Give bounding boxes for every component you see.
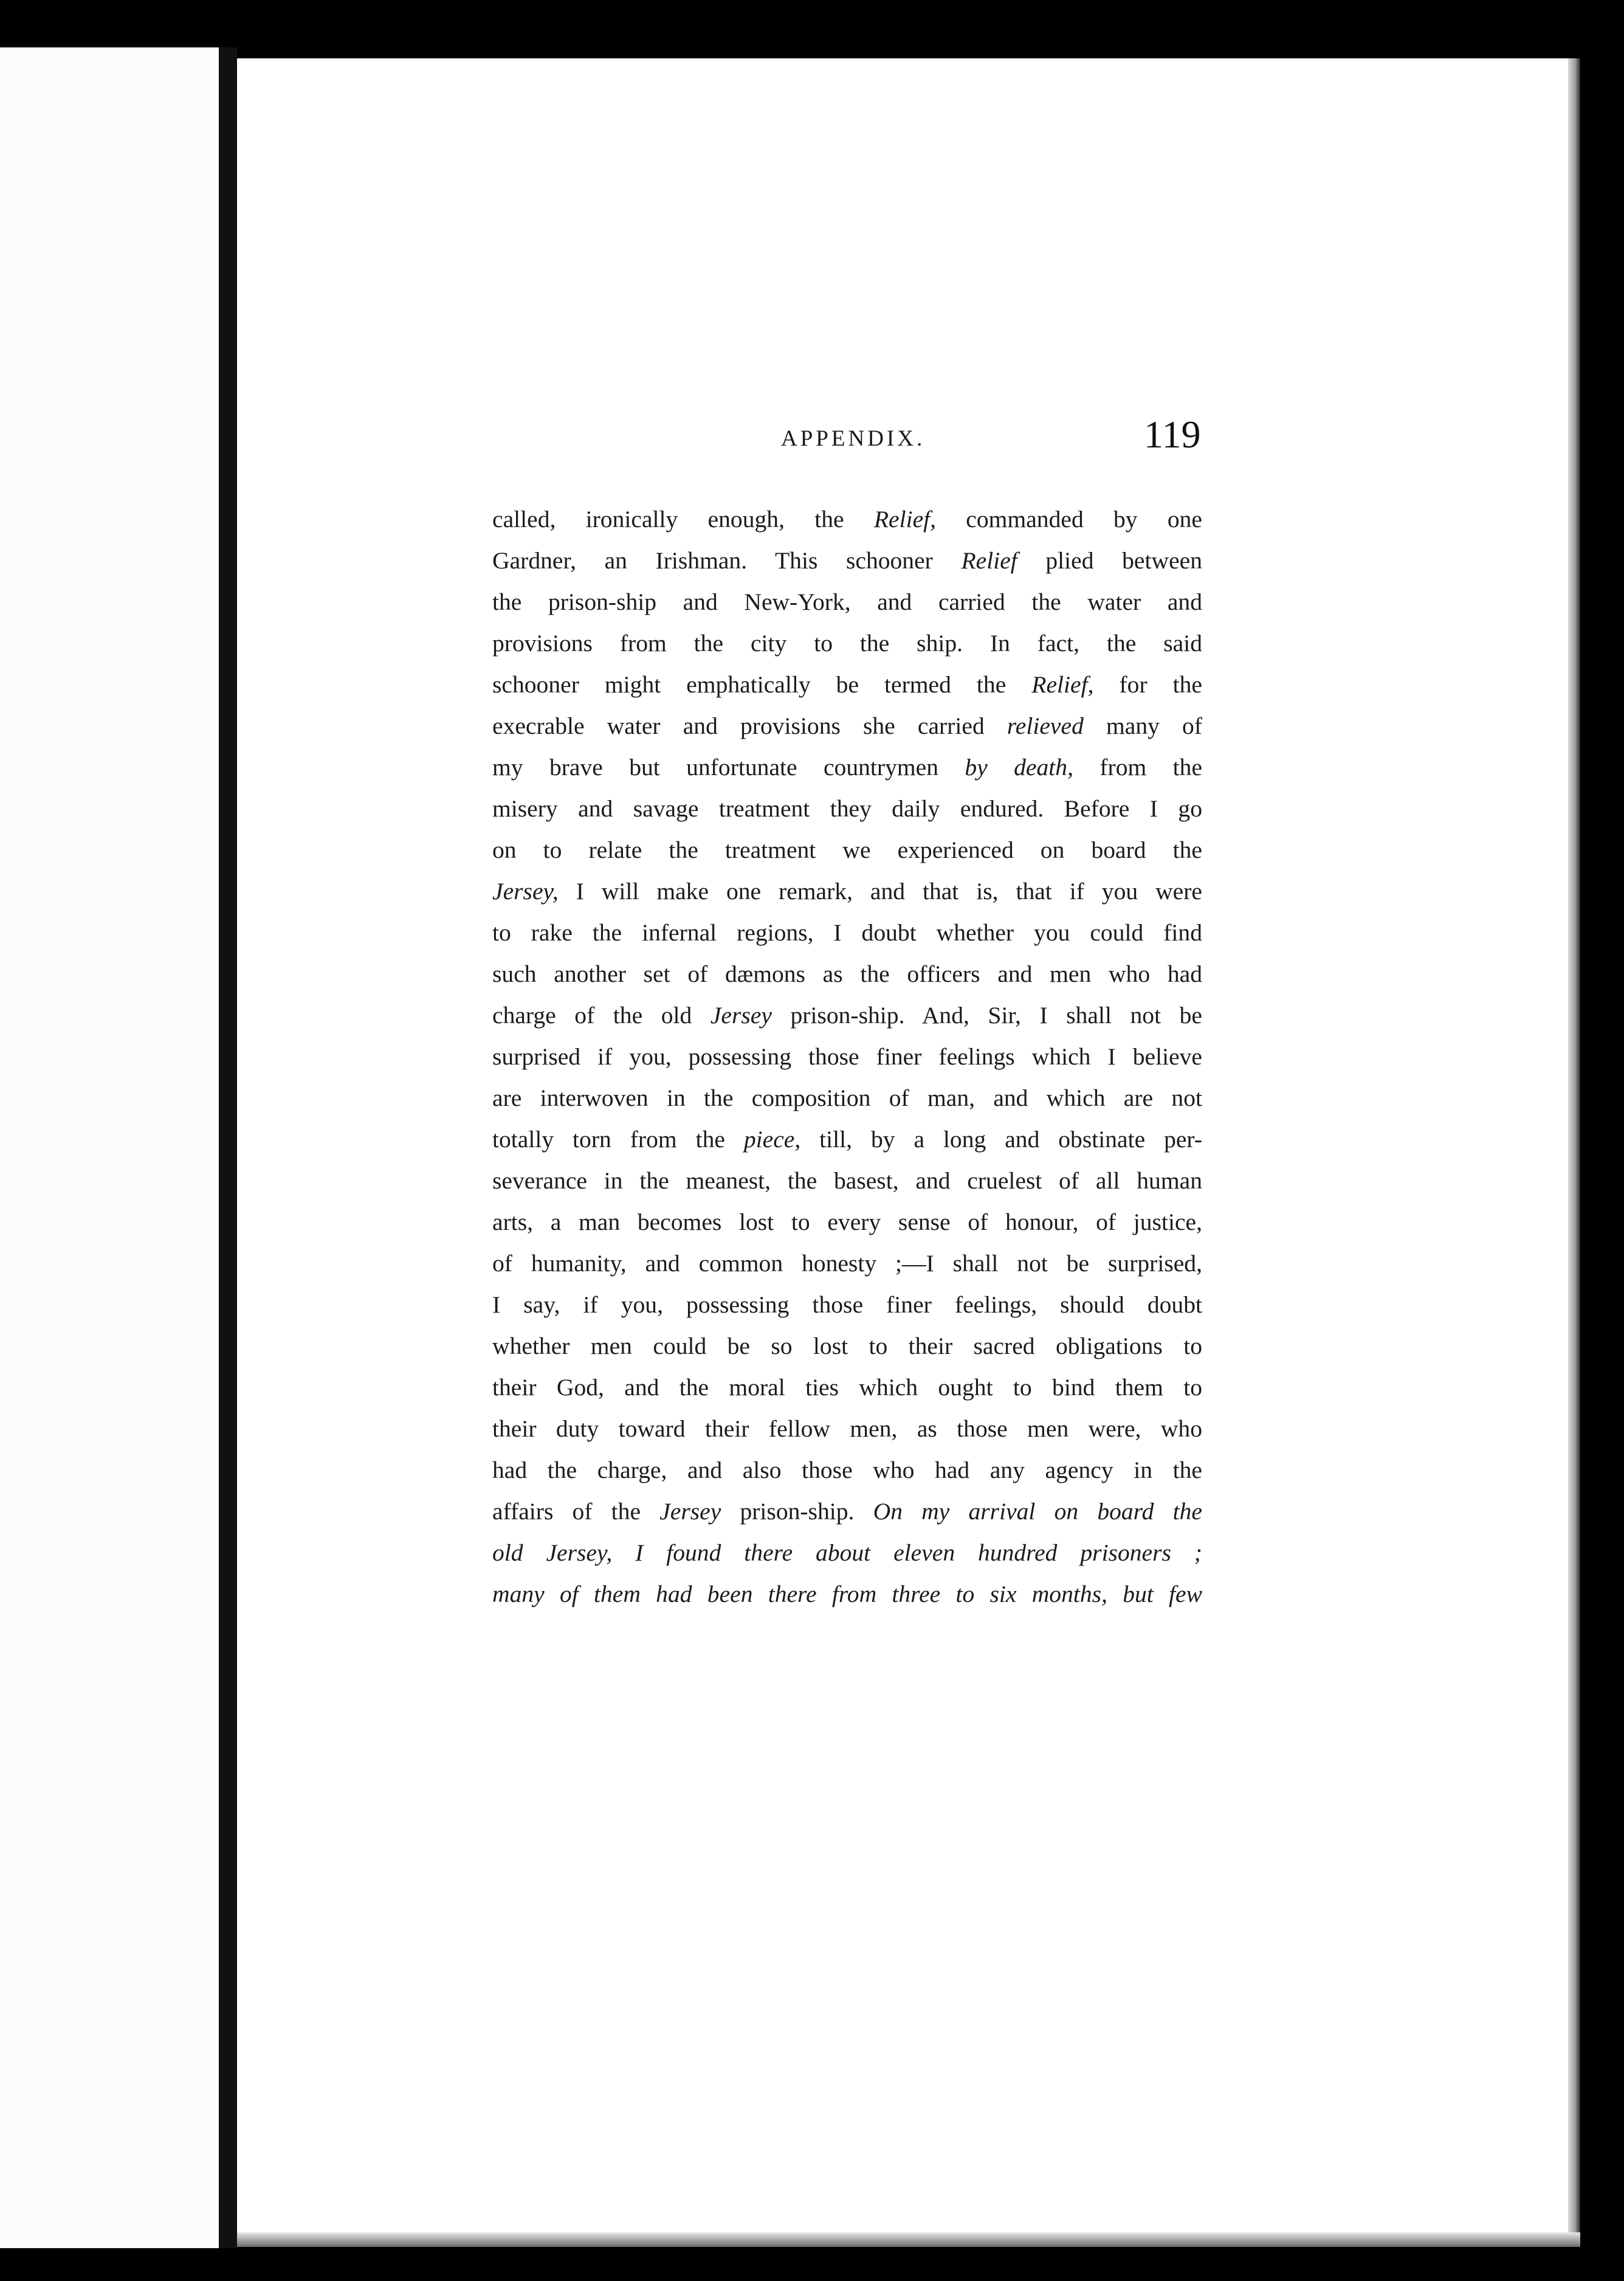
text-line [492,788,1202,829]
text-run: the prison-ship and New-York, and carried the water and [492,588,1202,615]
text-run: their God, and the moral ties which ought to bind them to [492,1374,1202,1401]
text-run: severance in the meanest, the basest, and cruelest of all human [492,1167,1202,1194]
text-line [492,1532,1202,1573]
text-run: plied between [1017,547,1202,574]
text-run: arts, a man becomes lost to every sense of honour, of justice, [492,1209,1202,1235]
text-line [492,1201,1202,1243]
text-run: charge of the old [492,1002,710,1029]
text-run: on to relate the treatment we experienced on board the [492,837,1202,863]
text-line [492,664,1202,705]
text-line [492,1408,1202,1449]
text-line [492,871,1202,912]
text-line [492,623,1202,664]
text-run: such another set of dæmons as the officers and men who had [492,961,1202,987]
text-run: had the charge, and also those who had any agency in the [492,1457,1202,1483]
text-line [492,829,1202,871]
facing-page-margin [0,47,219,2248]
page-number: 119 [1144,413,1201,456]
text-line [492,953,1202,995]
text-run: of humanity, and common honesty ;—I shall not be surprised, [492,1250,1202,1277]
text-run: misery and savage treatment they daily endured. Before I go [492,795,1202,822]
text-run: prison-ship. And, Sir, I shall not be [771,1002,1202,1029]
text-run: to rake the infernal regions, I doubt whether you could find [492,919,1202,946]
text-run: prison-ship. [721,1498,873,1525]
text-line [492,1036,1202,1077]
text-line [492,705,1202,747]
text-line [492,540,1202,581]
text-line [492,747,1202,788]
text-line [492,1243,1202,1284]
text-line [492,1449,1202,1491]
italic-text: old Jersey, I found there about eleven hundred prisoners ; [492,1539,1202,1566]
text-run: Gardner, an Irishman. This schooner [492,547,962,574]
italic-text: Jersey [710,1002,772,1029]
text-line [492,1491,1202,1532]
text-line [492,1119,1202,1160]
text-line [492,499,1202,540]
italic-text: On my arrival on board the [873,1498,1202,1525]
italic-text: Jersey [659,1498,721,1525]
italic-text: many of them had been there from three to six months, but few [492,1581,1202,1607]
text-run: many of [1083,713,1202,739]
italic-text: Relief, [873,506,937,533]
body-text [492,499,1202,1615]
italic-text: Relief, [1031,671,1094,698]
text-run: for the [1093,671,1202,698]
text-line [492,1160,1202,1201]
page-bottom-shadow [237,2232,1580,2247]
text-run: surprised if you, possessing those finer feelings which I believe [492,1043,1202,1070]
text-run: till, by a long and obstinate per- [800,1126,1202,1153]
italic-text: by death, [965,754,1073,781]
italic-text: piece, [743,1126,801,1153]
text-line [492,1573,1202,1615]
text-run: whether men could be so lost to their sacred obligations to [492,1333,1202,1359]
italic-text: relieved [1006,713,1084,739]
text-run: commanded by one [936,506,1202,533]
text-line [492,1077,1202,1119]
text-run: their duty toward their fellow men, as those men were, who [492,1415,1202,1442]
text-run: called, ironically enough, the [492,506,874,533]
page-edge-shadow [1568,58,1580,2247]
text-run: totally torn from the [492,1126,744,1153]
text-run: my brave but unfortunate countrymen [492,754,965,781]
text-run: provisions from the city to the ship. In fact, the said [492,630,1202,657]
text-run: I will make one remark, and that is, that if you were [558,878,1202,905]
italic-text: Jersey, [492,878,559,905]
text-line [492,1367,1202,1408]
text-line [492,912,1202,953]
text-run: from the [1073,754,1202,781]
book-gutter [219,47,237,2248]
text-run: I say, if you, possessing those finer feelings, should doubt [492,1291,1202,1318]
text-run: schooner might emphatically be termed the [492,671,1032,698]
text-line [492,995,1202,1036]
text-run: are interwoven in the composition of man, and which are not [492,1085,1202,1111]
text-line [492,1284,1202,1325]
text-run: affairs of the [492,1498,660,1525]
italic-text: Relief [961,547,1017,574]
text-line [492,1325,1202,1367]
text-line [492,581,1202,623]
text-run: execrable water and provisions she carried [492,713,1007,739]
running-head: APPENDIX. [781,426,926,451]
